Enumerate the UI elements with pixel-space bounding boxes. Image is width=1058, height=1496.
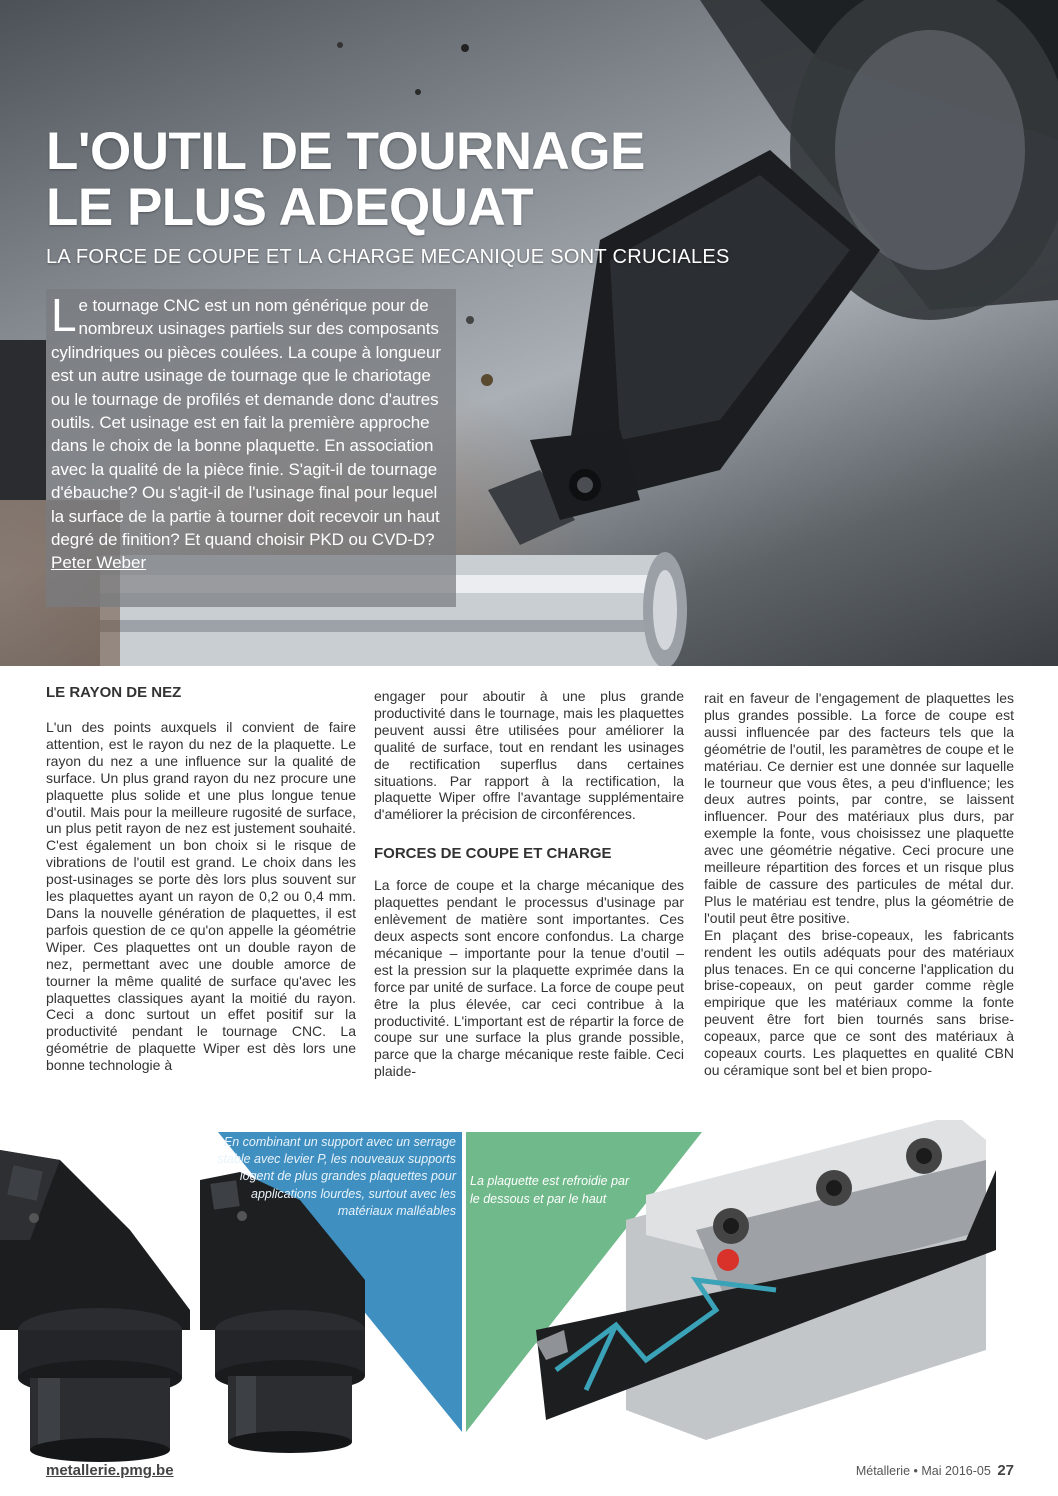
section-heading-nose-radius: LE RAYON DE NEZ — [46, 684, 182, 701]
footer-website-link[interactable]: metallerie.pmg.be — [46, 1462, 174, 1479]
tool-holder-left — [0, 1150, 190, 1462]
column-2-text-b: La force de coupe et la charge mécanique des plaquettes pendant le processus d'usinage par enlèvement de matière sont importantes. Ces deux aspects sont encore confondus. La charge mécanique – importante pour la tenue d'outil – est la pression sur la plaquette exprimée dans la force par unité de surface. La force de coupe peut être la plus élevée, car ceci contribue à la productivité. L'important est de répartir la force de coupe sur une surface la plus grande possible, parce que la charge mécanique reste faible. Ceci plaide- — [374, 877, 684, 1080]
column-1-text: L'un des points auxquels il convient de faire attention, est le rayon du nez de la plaquette. Le rayon du nez a une influence sur la qualité de surface. Un plus grand rayon du nez procure une plaquette plus solide et une plus longue tenue d'outil. Mais pour la meilleure rugosité de surface, un plus petit rayon de nez est justement souhaité. C'est également un bon choix si le risque de vibrations de l'outil est grand. Le choix dans les post-usinages se porte dès lors plus souvent sur les plaquettes ayant un rayon de 0,2 ou 0,4 mm. Dans la nouvelle génération de plaquettes, il est parfois question de ce qu'on appelle la géométrie Wiper. Ces plaquettes ont un double rayon de nez, permettant avec une double amorce de tourner la même qualité de surface qu'avec les plaquettes classiques ayant la moitié du rayon. Ceci a donc surtout un effet positif sur la productivité pendant le tournage CNC. La géométrie de plaquette Wiper est dès lors une bonne technologie à — [46, 719, 356, 1074]
column-3 — [704, 690, 1014, 1079]
intro-paragraph — [51, 289, 448, 551]
title-line-2: LE PLUS ADEQUAT — [46, 178, 534, 237]
column-1 — [46, 684, 356, 1074]
page-number: 27 — [997, 1462, 1014, 1479]
intro-text: e tournage CNC est un nom générique pour de nombreux usinages partiels sur des composants cylindriques ou pièces coulées. La coupe à longueur est un autre usinage de tournage que le chariotage ou le tournage de profilés et demande donc d'autres outils. Cet usinage est en fait la première approche dans le choix de la bonne plaquette. En association avec la qualité de la pièce finie. S'agit-il de tournage d'ébauche? Ou s'agit-il de l'usinage final pour lequel la surface de la partie à tourner doit recevoir un haut degré de finition? Et quand choisir PKD ou CVD-D? — [51, 296, 441, 550]
column-2 — [374, 688, 684, 1080]
article-title — [46, 124, 686, 236]
coolant-inlet-icon — [717, 1249, 739, 1271]
intro-dropcap: L — [51, 289, 77, 341]
column-3-text-b: En plaçant des brise-copeaux, les fabricants rendent les outils adéquats pour des matériaux plus tenaces. En ce qui concerne l'application du brise-copeaux, on peut garder comme règle empirique que les matériaux comme la fonte peuvent être fort bien tournés sans brise-copeaux, parce que ce sont des matériaux à copeaux courts. Les plaquettes en qualité CBN ou céramique sont bel et bien propo- — [704, 926, 1014, 1078]
caption-parting-tool: La plaquette est refroidie par le dessous et par le haut — [470, 1174, 630, 1206]
column-3-text-a: rait en faveur de l'engagement de plaquettes les plus grandes possible. La force de coupe est aussi influencée par des facteurs tels que la géométrie de l'outil, les paramètres de coupe et le matériau. Ce dernier est une donnée sur laquelle le tourneur que vous êtes, a peu d'influence; les deux autres points, par contre, se laissent influencer. Pour des matériaux plus durs, par exemple la fonte, vous choisissez une plaquette avec une géométrie négative. Ceci procure une meilleure répartition des forces et un risque plus faible de cassure des particules de métal dur. Plus le matériau est tendre, plus la géométrie de l'outil peut être positive. — [704, 690, 1014, 926]
footer-issue-info — [856, 1462, 1014, 1479]
section-heading-cutting-forces: FORCES DE COUPE ET CHARGE — [374, 845, 612, 863]
footer-issue: Métallerie • Mai 2016-05 — [855, 1464, 991, 1478]
hero-image — [0, 0, 1058, 666]
caption-tool-holders: En combinant un support avec un serrage stable avec levier P, les nouveaux supports logent de plus grandes plaquettes pour applications lourdes, surtout avec les matériaux malléables — [217, 1135, 456, 1218]
intro-box — [46, 289, 456, 607]
column-2-text-a: engager pour aboutir à une plus grande productivité dans le tournage, mais les plaquettes peuvent aussi être utilisées pour améliorer la qualité de surface, tout en rendant les usinages de rectification superflus dans certaines situations. Par rapport à la rectification, la plaquette Wiper offre l'avantage supplémentaire d'améliorer la précision de circonférences. — [374, 688, 684, 823]
article-subtitle: LA FORCE DE COUPE ET LA CHARGE MECANIQUE SONT CRUCIALES — [46, 246, 730, 268]
title-line-1: L'OUTIL DE TOURNAGE — [46, 122, 645, 181]
author-link[interactable]: Peter Weber — [51, 553, 147, 573]
